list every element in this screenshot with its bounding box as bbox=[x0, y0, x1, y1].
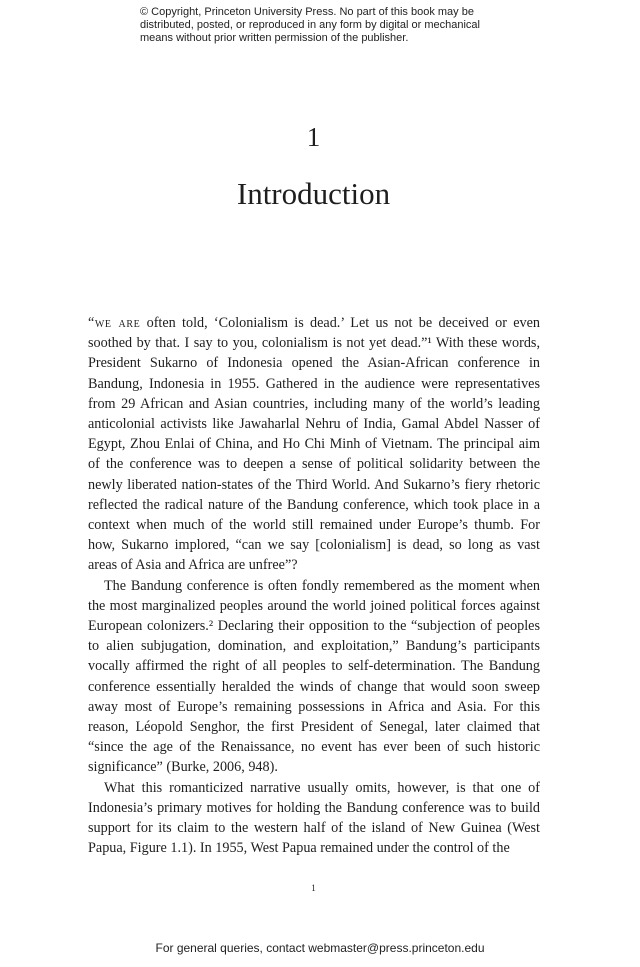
paragraph-1 bbox=[88, 313, 540, 576]
chapter-title: Introduction bbox=[236, 176, 391, 211]
copyright-line: distributed, posted, or reproduced in any form by digital or mechanical bbox=[140, 19, 480, 31]
copyright-notice bbox=[140, 6, 520, 45]
paragraph-1-text: often told, ‘Colonialism is dead.’ Let us not be deceived or even soothed by that. I say to you, colonialism is not yet dead.”¹ With these words, President Sukarno of Indonesia opened the Asian-African conference in Bandung, Indonesia in 1955. Gathered in the audience were representatives from 29 African and Asian countries, including many of the world’s leading anticolonial activists like Jawaharlal Nehru of India, Gamal Abdel Nasser of Egypt, Zhou Enlai of China, and Ho Chi Minh of Vietnam. The principal aim of the conference was to deepen a sense of political solidarity between the newly liberated nation-states of the Third World. And Sukarno’s fiery rhetoric reflected the radical nature of the Bandung conference, which took place in a context when much of the world still remained under Europe’s thumb. For how, Sukarno implored, “can we say [colonialism] is dead, so long as vast areas of Asia and Africa are unfree”? bbox=[88, 315, 541, 574]
paragraph-3: What this romanticized narrative usually omits, however, is that one of Indonesia’s primary motives for holding the Bandung conference was to build support for its claim to the western half of the island of New Guinea (West Papua, Figure 1.1). In 1955, West Papua remained under the control of the bbox=[88, 779, 540, 857]
copyright-line: means without prior written permission of the publisher. bbox=[140, 32, 409, 44]
chapter-number: 1 bbox=[306, 122, 321, 152]
paragraph-2: The Bandung conference is often fondly remembered as the moment when the most marginalized peoples around the world joined political forces against European colonizers.² Declaring their opposition to the “subjection of peoples to alien subjugation, domination, and exploitation,” Bandung’s participants vocally affirmed the right of all peoples to self-determination. The Bandung conference essentially heralded the winds of change that would soon sweep away most of Europe’s remaining possessions in Africa and Asia. For this reason, Léopold Senghor, the first President of Senegal, later claimed that “since the age of the Renaissance, no event has ever been of such historic significance” (Burke, 2006, 948). bbox=[88, 577, 540, 776]
copyright-line: © Copyright, Princeton University Press. No part of this book may be bbox=[140, 6, 474, 18]
body-text bbox=[88, 313, 540, 858]
page-number: 1 bbox=[311, 883, 316, 893]
footer-contact: For general queries, contact webmaster@press.princeton.edu bbox=[155, 941, 485, 955]
paragraph-lead-in: “we are bbox=[88, 315, 141, 331]
